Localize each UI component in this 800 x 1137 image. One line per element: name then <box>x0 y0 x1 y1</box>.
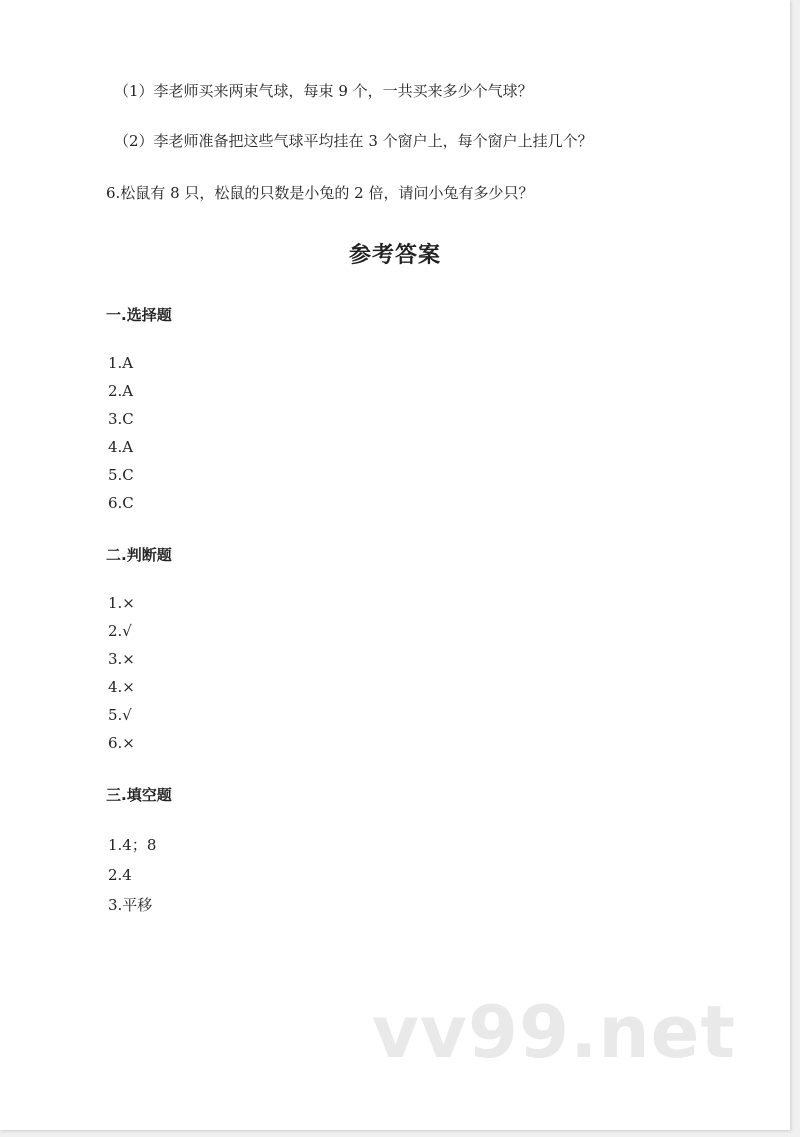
answer-item: 3.C <box>108 410 134 428</box>
answer-key-title: 参考答案 <box>348 243 441 268</box>
section-heading-fill-in-blank: 三.填空题 <box>106 786 172 804</box>
answer-item: 4.× <box>108 678 135 696</box>
answer-item: 5.C <box>108 466 134 484</box>
answer-item: 2.√ <box>108 622 132 640</box>
multiple-choice-answers <box>108 349 134 517</box>
answer-item: 3.× <box>108 650 135 668</box>
answer-item: 6.× <box>108 734 135 752</box>
fill-in-blank-answers <box>108 830 156 920</box>
answer-item: 4.A <box>108 438 134 456</box>
answer-item: 1.A <box>108 354 134 372</box>
answer-item: 2.4 <box>108 866 132 884</box>
question-6: 6.松鼠有 8 只，松鼠的只数是小兔的 2 倍，请问小兔有多少只？ <box>106 184 534 202</box>
section-heading-true-false: 二.判断题 <box>106 546 172 564</box>
section-heading-multiple-choice: 一.选择题 <box>106 306 172 324</box>
answer-item: 1.4；8 <box>108 836 157 854</box>
watermark: vv99.net <box>372 990 736 1074</box>
answer-item: 6.C <box>108 494 134 512</box>
answer-item: 5.√ <box>108 706 132 724</box>
answer-item: 3.平移 <box>108 896 153 914</box>
answer-item: 2.A <box>108 382 134 400</box>
question-5-part-1: （1）李老师买来两束气球，每束 9 个，一共买来多少个气球？ <box>114 82 533 100</box>
question-5-part-2: （2）李老师准备把这些气球平均挂在 3 个窗户上，每个窗户上挂几个？ <box>114 132 593 150</box>
answer-item: 1.× <box>108 594 135 612</box>
true-false-answers <box>108 589 135 757</box>
